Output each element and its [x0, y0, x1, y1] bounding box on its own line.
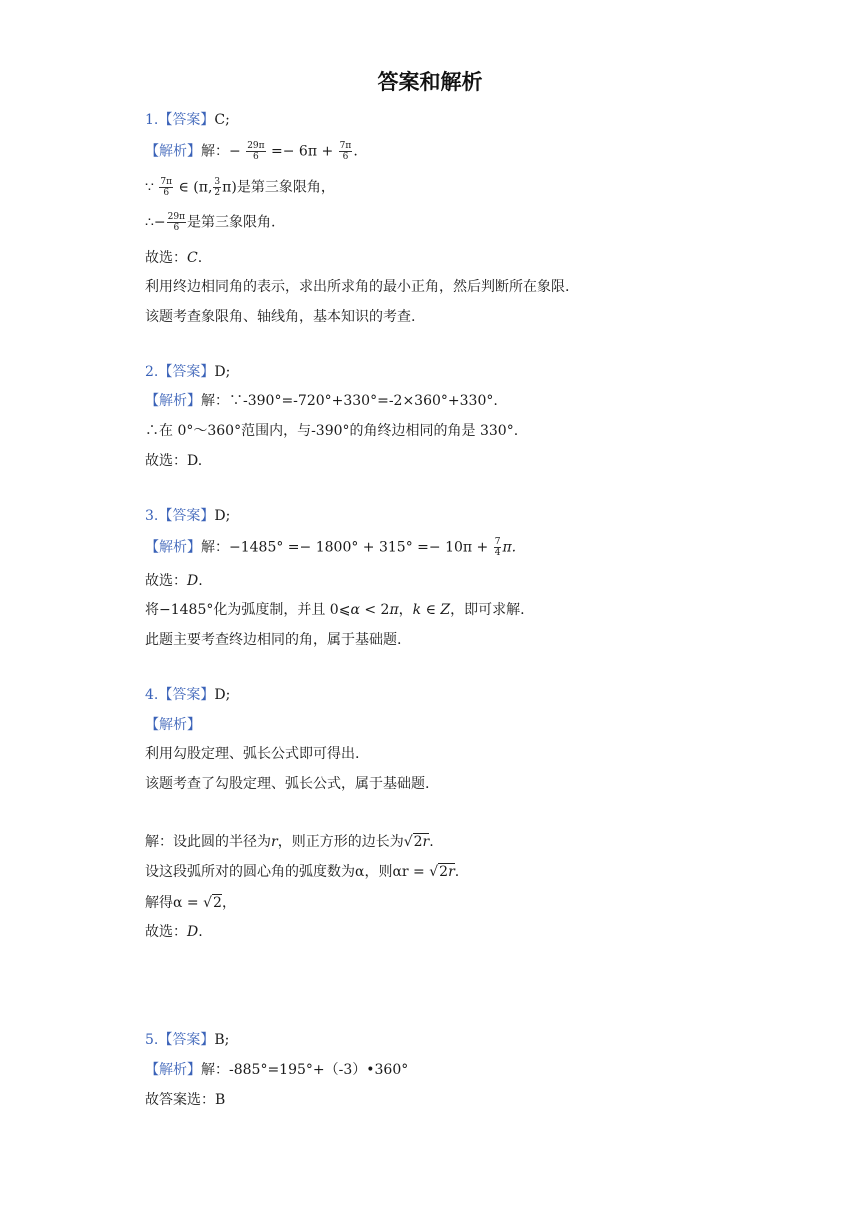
- q3-answer-line: 3.【答案】D;: [145, 508, 231, 524]
- q3-analysis-line: 【解析】解：−1485° =− 1800° + 315° =− 10π + $\frac{7}{4}$ π.: [145, 537, 517, 558]
- answer-tag: 【答案】: [158, 112, 215, 128]
- q4-sol-line3: 解得α = √2，: [145, 895, 236, 911]
- q5-choose: 故答案选：B: [145, 1092, 226, 1108]
- q1-because-line: ∵ $\frac{7\pi}{6}$ ∈ (π, $\frac{3}{2}$ π)是第三象限角，: [145, 177, 335, 198]
- q4-choose-line: 故选：D.: [145, 924, 203, 940]
- fraction: $\frac{7\pi}{6}$: [160, 177, 173, 198]
- q2-analysis-line: 【解析】解：∵-390°=-720°+330°=-2×360°+330°.: [145, 393, 498, 409]
- q3-comment: 此题主要考查终边相同的角，属于基础题.: [145, 632, 402, 648]
- fraction: $\frac{3}{2}$: [214, 177, 221, 198]
- q5-analysis-line: 【解析】解：-885°=195°+（-3）•360°: [145, 1062, 409, 1078]
- fraction: $\frac{7\pi}{6}$: [339, 141, 352, 162]
- q1-method: 利用终边相同角的表示，求出所求角的最小正角，然后判断所在象限.: [145, 279, 570, 295]
- q1-choose-line: 故选：C.: [145, 250, 203, 266]
- q4-analysis-tag: 【解析】: [145, 717, 201, 733]
- q4-sol-line2: 设这段弧所对的圆心角的弧度数为α，则αr = √2r.: [145, 864, 460, 880]
- fraction: $\frac{29\pi}{6}$: [167, 212, 186, 233]
- q4-answer-line: 4.【答案】D;: [145, 687, 231, 703]
- analysis-tag: 【解析】: [145, 143, 201, 160]
- q1-answer: C;: [214, 112, 230, 128]
- q1-therefore-line: ∴− $\frac{29\pi}{6}$ 是第三象限角.: [145, 212, 276, 233]
- q3-method: 将−1485°化为弧度制，并且 0⩽α < 2π，k ∈ Z，即可求解.: [145, 602, 525, 618]
- q1-number: 1.: [145, 112, 159, 128]
- q2-line2: ∴在 0°～360°范围内，与-390°的角终边相同的角是 330°.: [145, 423, 519, 439]
- q1-comment: 该题考查象限角、轴线角，基本知识的考查.: [145, 309, 416, 325]
- q2-answer-line: 2.【答案】D;: [145, 364, 231, 380]
- q1-answer-line: [145, 110, 230, 130]
- q4-sol-line1: 解：设此圆的半径为r，则正方形的边长为√2r.: [145, 834, 434, 850]
- fraction: $\frac{7}{4}$: [494, 537, 501, 558]
- q5-answer-line: 5.【答案】B;: [145, 1032, 230, 1048]
- q2-choose: 故选：D.: [145, 453, 203, 469]
- q4-comment: 该题考查了勾股定理、弧长公式，属于基础题.: [145, 776, 430, 792]
- q3-choose-line: 故选：D.: [145, 573, 203, 589]
- q4-method: 利用勾股定理、弧长公式即可得出.: [145, 746, 360, 762]
- q1-analysis-line: 【解析】解：− $\frac{29\pi}{6}$ =− 6π + $\frac{7\pi}{6}$ .: [145, 141, 358, 162]
- page-title: 答案和解析: [377, 70, 483, 94]
- fraction: $\frac{29\pi}{6}$: [247, 141, 265, 162]
